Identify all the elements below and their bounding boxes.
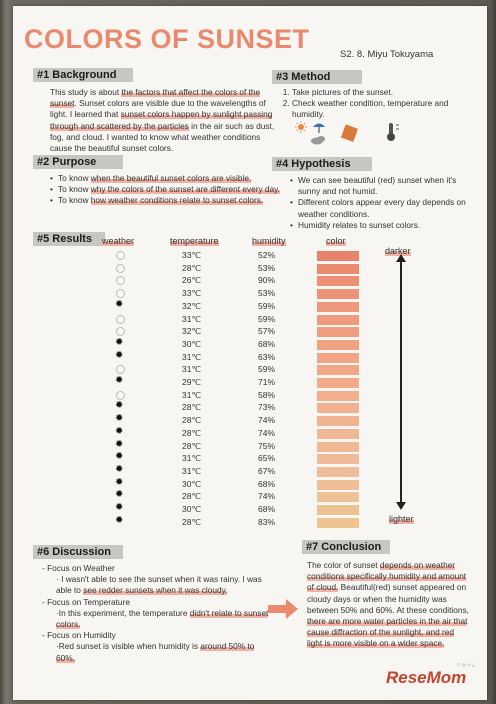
gradient-arrow [400, 260, 402, 503]
temperature-cell: 28℃ [182, 427, 202, 438]
color-swatch [317, 340, 359, 350]
temperature-cell: 28℃ [182, 262, 202, 273]
purpose-list [50, 173, 280, 207]
temperature-cell: 31℃ [182, 364, 202, 375]
color-swatch [317, 442, 359, 452]
sun-weather-icon: ✹ [115, 438, 124, 450]
humidity-cell: 71% [258, 377, 276, 387]
color-swatch [317, 353, 359, 363]
sun-weather-icon: ✹ [115, 298, 124, 310]
temperature-cell: 28℃ [182, 440, 202, 451]
color-swatch [317, 518, 359, 528]
humidity-header: humidity [252, 236, 286, 246]
temperature-cell: 31℃ [182, 389, 202, 400]
color-swatch [317, 429, 359, 439]
color-swatch [317, 378, 359, 388]
author-label: S2. 8. Miyu Tokuyama [340, 49, 434, 60]
method-icons [293, 121, 415, 147]
purpose-item: • To know how weather conditions relate to sunset colors. [50, 195, 280, 206]
humidity-cell: 74% [258, 415, 276, 426]
color-swatch [317, 454, 359, 464]
humidity-cell: 53% [258, 288, 276, 299]
hypothesis-list [290, 175, 472, 231]
discussion-temp-text: ·In this experiment, the temperature didn't relate to sunset colors. [56, 607, 269, 630]
results-heading: #5 Results [33, 232, 105, 246]
color-swatch [317, 365, 359, 375]
temperature-cell: 32℃ [182, 326, 202, 337]
humidity-cell: 59% [258, 300, 276, 311]
weather-header: weather [102, 236, 135, 246]
temperature-cell: 28℃ [182, 402, 202, 413]
humidity-cell: 58% [258, 389, 276, 400]
humidity-cell: 83% [258, 516, 276, 527]
conclusion-segment: depends on weather conditions specifically humidity and amount of cloud. [307, 560, 467, 593]
temperature-cell: 33℃ [182, 288, 202, 299]
conclusion-segment: there are more water particles in the air that cause diffraction of the sunlight, and red light is more visible on a wider space. [307, 616, 468, 649]
sun-weather-icon: ✹ [115, 502, 124, 513]
discussion-text [42, 563, 274, 664]
hypothesis-heading: #4 Hypothesis [272, 157, 372, 171]
darker-label: darker [385, 246, 411, 256]
color-swatch [317, 264, 359, 274]
sun-weather-icon: ✹ [115, 425, 124, 437]
arrow-down-icon [396, 502, 406, 510]
sun-weather-icon: ✹ [115, 413, 124, 425]
humidity-cell: 59% [258, 364, 276, 375]
color-swatch [317, 391, 359, 401]
method-step: 2. Check weather condition, temperature and humidity. [292, 98, 471, 120]
color-swatch [317, 276, 359, 286]
hypothesis-item: • We can see beautiful (red) sunset when it's sunny and not humid. [290, 175, 472, 197]
arrow-right-icon [268, 599, 300, 619]
temperature-header: temperature [170, 236, 219, 246]
background-segment: . Sunset colors are visible due to the wavelengths of light. I learned that [50, 98, 266, 120]
sun-weather-icon: ✹ [115, 463, 124, 475]
umbrella-icon [313, 124, 325, 134]
temperature-cell: 28℃ [182, 491, 202, 502]
conclusion-heading: #7 Conclusion [302, 540, 390, 554]
calendar-icon [341, 124, 358, 142]
sun-weather-icon: ✹ [115, 375, 124, 386]
humidity-cell: 59% [258, 313, 276, 324]
background-text [50, 87, 282, 154]
sun-weather-icon: ✹ [115, 451, 124, 463]
temperature-cell: 31℃ [182, 465, 202, 476]
color-swatch [317, 403, 359, 413]
temperature-cell: 26℃ [182, 275, 202, 286]
sun-weather-icon: ✹ [115, 489, 124, 501]
color-header: color [326, 236, 346, 246]
humidity-cell: 75% [258, 440, 276, 451]
purpose-heading: #2 Purpose [33, 155, 123, 169]
sun-weather-icon: ✹ [115, 336, 124, 348]
color-swatch [317, 251, 359, 261]
color-swatch [317, 416, 359, 426]
resemom-logo-sub: リセマム [456, 663, 476, 669]
temperature-cell: 31℃ [182, 351, 202, 362]
resemom-logo: ReseMom [386, 668, 467, 687]
color-swatch [317, 480, 359, 490]
color-swatch [317, 302, 359, 312]
humidity-cell: 74% [258, 491, 276, 502]
color-swatch [317, 289, 359, 299]
humidity-cell: 68% [258, 338, 276, 349]
cloud-weather-icon [116, 264, 125, 273]
temperature-cell: 33℃ [182, 250, 202, 260]
temperature-cell: 31℃ [182, 453, 202, 464]
humidity-cell: 67% [258, 465, 276, 476]
humidity-cell: 68% [258, 504, 276, 514]
discussion-heading: #6 Discussion [33, 545, 123, 559]
discussion-weather-text: · I wasn't able to see the sunset when it was rainy. I was able to see redder sunsets when it was cloudy. [56, 574, 262, 596]
background-segment: This study is about [50, 87, 122, 97]
color-swatch [317, 467, 359, 477]
temperature-cell: 30℃ [182, 504, 202, 514]
conclusion-text [307, 560, 471, 650]
sun-icon [295, 121, 307, 133]
method-steps [281, 87, 471, 121]
temperature-cell: 29℃ [182, 377, 202, 387]
cloud-weather-icon [116, 315, 125, 324]
humidity-cell: 65% [258, 453, 276, 464]
hypothesis-item: • Different colors appear every day depends on weather conditions. [290, 197, 472, 219]
sun-weather-icon: ✹ [115, 349, 124, 361]
cloud-icon [311, 136, 325, 145]
discussion-hum-text: ·Red sunset is visible when humidity is around 50% to 60%. [56, 641, 255, 663]
humidity-cell: 52% [258, 250, 276, 260]
temperature-cell: 28℃ [182, 516, 202, 527]
conclusion-segment: Beautiful(red) sunset appeared on cloudy days or when the humidity was between 50% and 60%. At these conditions, [307, 582, 469, 615]
method-heading: #3 Method [272, 70, 362, 84]
temperature-cell: 30℃ [182, 478, 202, 489]
background-segment: in the air such as dust, fog, and cloud. I wanted to know what weather conditions cause the beautiful sunset colors. [50, 120, 275, 154]
temperature-cell: 32℃ [182, 300, 202, 311]
purpose-item: • To know when the beautiful sunset colors are visible. [50, 173, 280, 184]
poster-title: COLORS OF SUNSET [24, 24, 310, 54]
temperature-cell: 28℃ [182, 415, 202, 426]
discussion-weather-label: - Focus on Weather [42, 563, 115, 573]
humidity-cell: 57% [258, 326, 276, 337]
background-heading: #1 Background [33, 68, 133, 82]
color-swatch [317, 315, 359, 325]
temperature-cell: 30℃ [182, 338, 202, 349]
humidity-cell: 90% [258, 275, 276, 286]
sun-weather-icon: ✹ [115, 400, 124, 412]
thermometer-icon [387, 123, 399, 141]
hypothesis-item: • Humidity relates to sunset colors. [290, 220, 472, 231]
discussion-hum-label: - Focus on Humidity [42, 630, 116, 641]
color-swatch [317, 492, 359, 502]
sun-weather-icon: ✹ [115, 476, 124, 488]
sun-weather-icon: ✹ [115, 514, 124, 526]
purpose-item: • To know why the colors of the sunset are different every day. [50, 184, 280, 195]
humidity-cell: 74% [258, 427, 276, 438]
color-swatch [317, 327, 359, 337]
discussion-temp-label: - Focus on Temperature [42, 596, 130, 607]
humidity-cell: 68% [258, 478, 276, 489]
background-segment: the factors that affect the colors of the sunset [50, 87, 261, 109]
humidity-cell: 63% [258, 351, 276, 362]
humidity-cell: 53% [258, 262, 276, 273]
humidity-cell: 73% [258, 402, 276, 413]
background-segment: sunset colors happen by sunlight passing through and scattered by the particles [50, 109, 273, 131]
conclusion-segment: The color of sunset [307, 560, 380, 570]
method-step: 1. Take pictures of the sunset. [292, 87, 471, 98]
color-swatch [317, 505, 359, 515]
temperature-cell: 31℃ [182, 313, 202, 324]
cloud-weather-icon [116, 251, 125, 260]
lighter-label: lighter [389, 514, 414, 524]
cloud-weather-icon [116, 391, 125, 400]
